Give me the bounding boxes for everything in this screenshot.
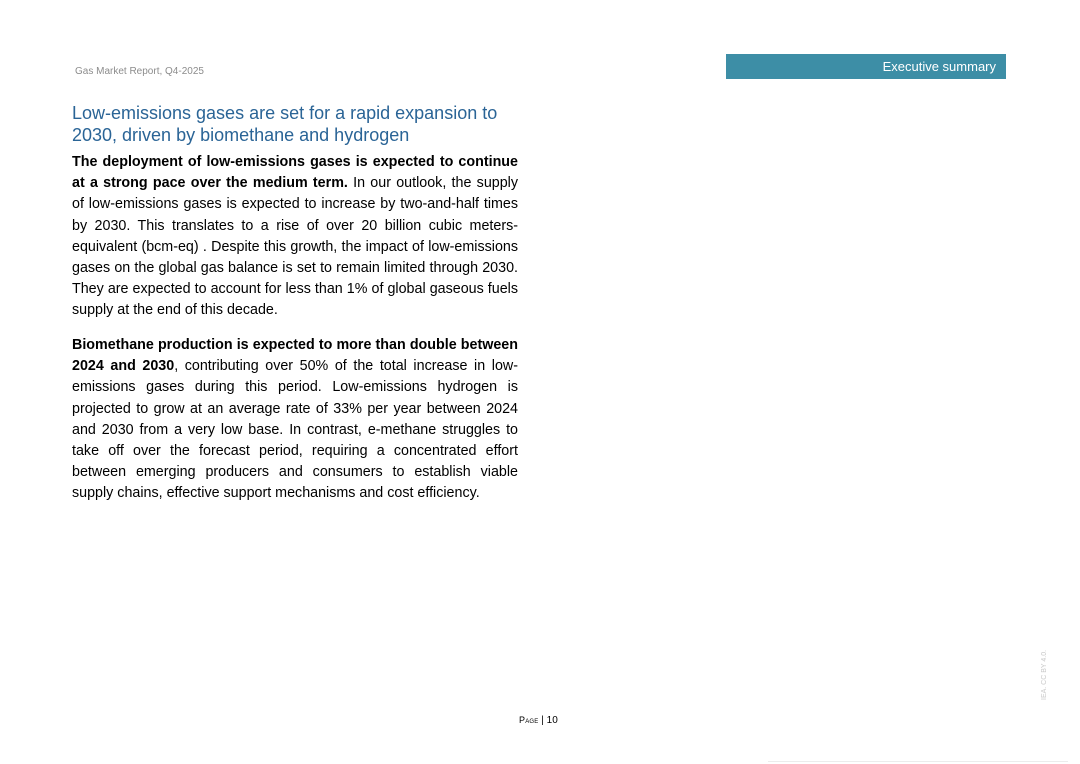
paragraph-1-body: In our outlook, the supply of low-emissions gases is expected to increase by two-and-half times by 2030. This translates to a rise of over 20 billion cubic meters-equivalent (bcm-eq) . Despite this growth, the impact of low-emissions gases on the global gas balance is set to remain limited through 2030. They are expected to account for less than 1% of global gaseous fuels supply at the end of this decade. — [72, 175, 518, 319]
page-number-value: 10 — [546, 715, 558, 726]
report-name: Gas Market Report, Q4-2025 — [75, 66, 204, 77]
page-separator: | — [541, 715, 544, 726]
paragraph-2-lead: Biomethane production is expected to more than double between 2024 and 2030 — [72, 337, 518, 375]
page-word: Page — [519, 715, 539, 725]
paragraph-2-body: , contributing over 50% of the total increase in low-emissions gases during this period. Low-emissions hydrogen is projected to grow at an average rate of 33% per year between 2024 and 2030 from a very low base. In contrast, e-methane struggles to take off over the forecast period, requiring a concentrated effort between emerging producers and consumers to establish viable supply chains, effective support mechanisms and cost efficiency. — [72, 358, 518, 502]
bottom-rule — [768, 761, 1068, 762]
page-number — [519, 715, 558, 726]
paragraph-2 — [72, 335, 518, 505]
license-text: IEA. CC BY 4.0. — [1041, 649, 1048, 700]
section-title: Low-emissions gases are set for a rapid expansion to 2030, driven by biomethane and hydrogen — [72, 103, 498, 145]
section-banner: Executive summary — [726, 54, 1006, 79]
paragraph-1-lead: The deployment of low-emissions gases is expected to continue at a strong pace over the medium term. — [72, 154, 518, 192]
paragraph-1 — [72, 152, 518, 322]
